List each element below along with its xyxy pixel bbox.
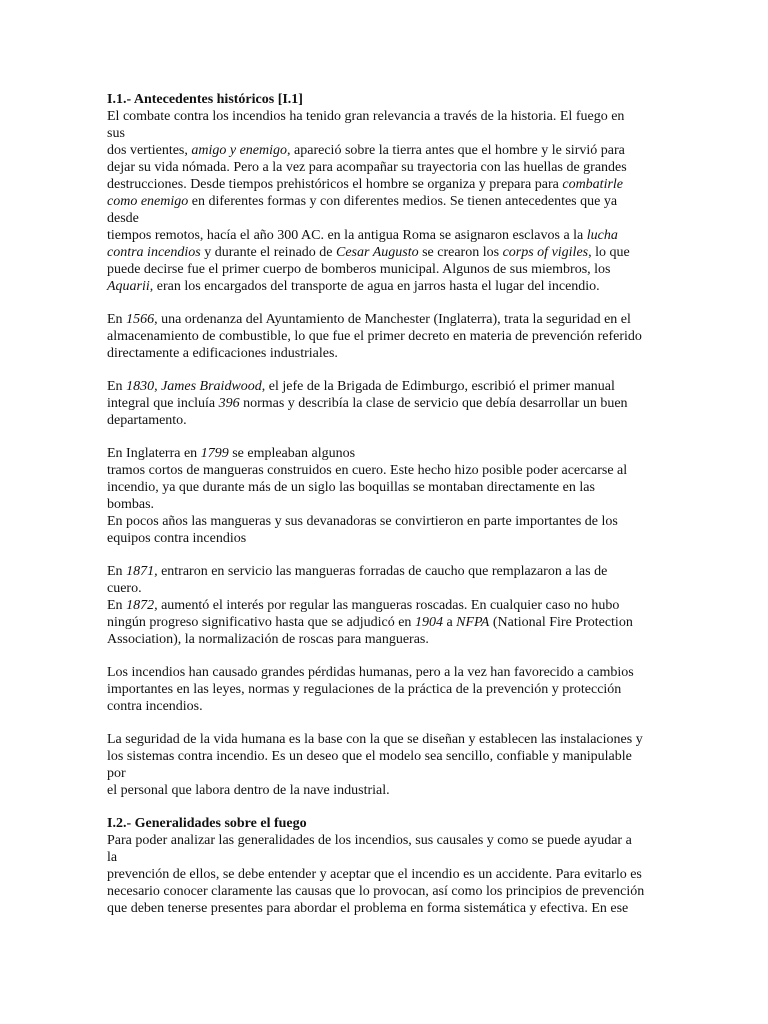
paragraph-losses [107, 664, 663, 715]
text-line: Para poder analizar las generalidades de los incendios, sus causales y como se puede ayudar a [107, 833, 632, 848]
text-line: prevención de ellos, se debe entender y aceptar que el incendio es un accidente. Para evitarlo es [107, 867, 642, 882]
text-line: necesario conocer claramente las causas que lo provocan, así como los principios de prevención [107, 884, 645, 899]
text-line: En 1872, aumentó el interés por regular las mangueras roscadas. En cualquier caso no hubo [107, 598, 620, 613]
text-line: Los incendios han causado grandes pérdidas humanas, pero a la vez han favorecido a cambios [107, 665, 634, 680]
text-line: destrucciones. Desde tiempos prehistóricos el hombre se organiza y prepara para combatirle [107, 177, 624, 192]
text-line: directamente a edificaciones industriales. [107, 346, 338, 361]
text-line: Aquarii, eran los encargados del transporte de agua en jarros hasta el lugar del incendio. [107, 279, 600, 294]
text-line: contra incendios y durante el reinado de Cesar Augusto se crearon los corps of vigiles, lo que [107, 245, 630, 260]
text-line: integral que incluía 396 normas y describía la clase de servicio que debía desarrollar un buen [107, 396, 628, 411]
section-heading-1: I.1.- Antecedentes históricos [I.1] [107, 92, 303, 107]
text-line: En pocos años las mangueras y sus devanadoras se convirtieron en parte importantes de los [107, 514, 618, 529]
text-line: En 1566, una ordenanza del Ayuntamiento de Manchester (Inglaterra), trata la seguridad en el [107, 312, 631, 327]
text-line: por [107, 766, 126, 781]
text-line: ningún progreso significativo hasta que se adjudicó en 1904 a NFPA (National Fire Protection [107, 615, 633, 630]
document-page [107, 91, 663, 933]
text-line: como enemigo en diferentes formas y con diferentes medios. Se tienen antecedentes que ya [107, 194, 618, 209]
text-line: dejar su vida nómada. Pero a la vez para acompañar su trayectoria con las huellas de grandes [107, 160, 627, 175]
text-line: tiempos remotos, hacía el año 300 AC. en la antigua Roma se asignaron esclavos a la lucha [107, 228, 618, 243]
paragraph-1830 [107, 378, 663, 429]
text-line: puede decirse fue el primer cuerpo de bomberos municipal. Algunos de sus miembros, los [107, 262, 611, 277]
text-line: la [107, 850, 118, 865]
text-line: Association), la normalización de roscas para mangueras. [107, 632, 429, 647]
text-line: que deben tenerse presentes para abordar el problema en forma sistemática y efectiva. En ese [107, 901, 629, 916]
section-heading-2: I.2.- Generalidades sobre el fuego [107, 816, 307, 831]
text-line: contra incendios. [107, 699, 203, 714]
text-line: cuero. [107, 581, 142, 596]
text-line: dos vertientes, amigo y enemigo, apareció sobre la tierra antes que el hombre y le sirvió para [107, 143, 625, 158]
text-line: La seguridad de la vida humana es la base con la que se diseñan y establecen las instalaciones y [107, 732, 643, 747]
text-line: desde [107, 211, 139, 226]
text-line: sus [107, 126, 125, 141]
text-line: En Inglaterra en 1799 se empleaban algunos [107, 446, 356, 461]
text-line: En 1871, entraron en servicio las mangueras forradas de caucho que remplazaron a las de [107, 564, 608, 579]
text-line: departamento. [107, 413, 187, 428]
paragraph-safety [107, 731, 663, 799]
paragraph-1871 [107, 563, 663, 648]
text-line: equipos contra incendios [107, 531, 247, 546]
text-line: incendio, ya que durante más de un siglo las boquillas se montaban directamente en las [107, 480, 595, 495]
paragraph-generalities [107, 815, 663, 917]
text-line: tramos cortos de mangueras construidos en cuero. Este hecho hizo posible poder acercarse al [107, 463, 628, 478]
text-line: los sistemas contra incendio. Es un deseo que el modelo sea sencillo, confiable y manipulable [107, 749, 632, 764]
text-line: importantes en las leyes, normas y regulaciones de la práctica de la prevención y protección [107, 682, 622, 697]
text-line: bombas. [107, 497, 155, 512]
text-line: el personal que labora dentro de la nave industrial. [107, 783, 390, 798]
text-line: almacenamiento de combustible, lo que fue el primer decreto en materia de prevención referido [107, 329, 642, 344]
paragraph-1566 [107, 311, 663, 362]
text-line: El combate contra los incendios ha tenido gran relevancia a través de la historia. El fuego en [107, 109, 625, 124]
paragraph-1799 [107, 445, 663, 547]
paragraph-intro [107, 91, 663, 295]
text-line: En 1830, James Braidwood, el jefe de la Brigada de Edimburgo, escribió el primer manual [107, 379, 615, 394]
